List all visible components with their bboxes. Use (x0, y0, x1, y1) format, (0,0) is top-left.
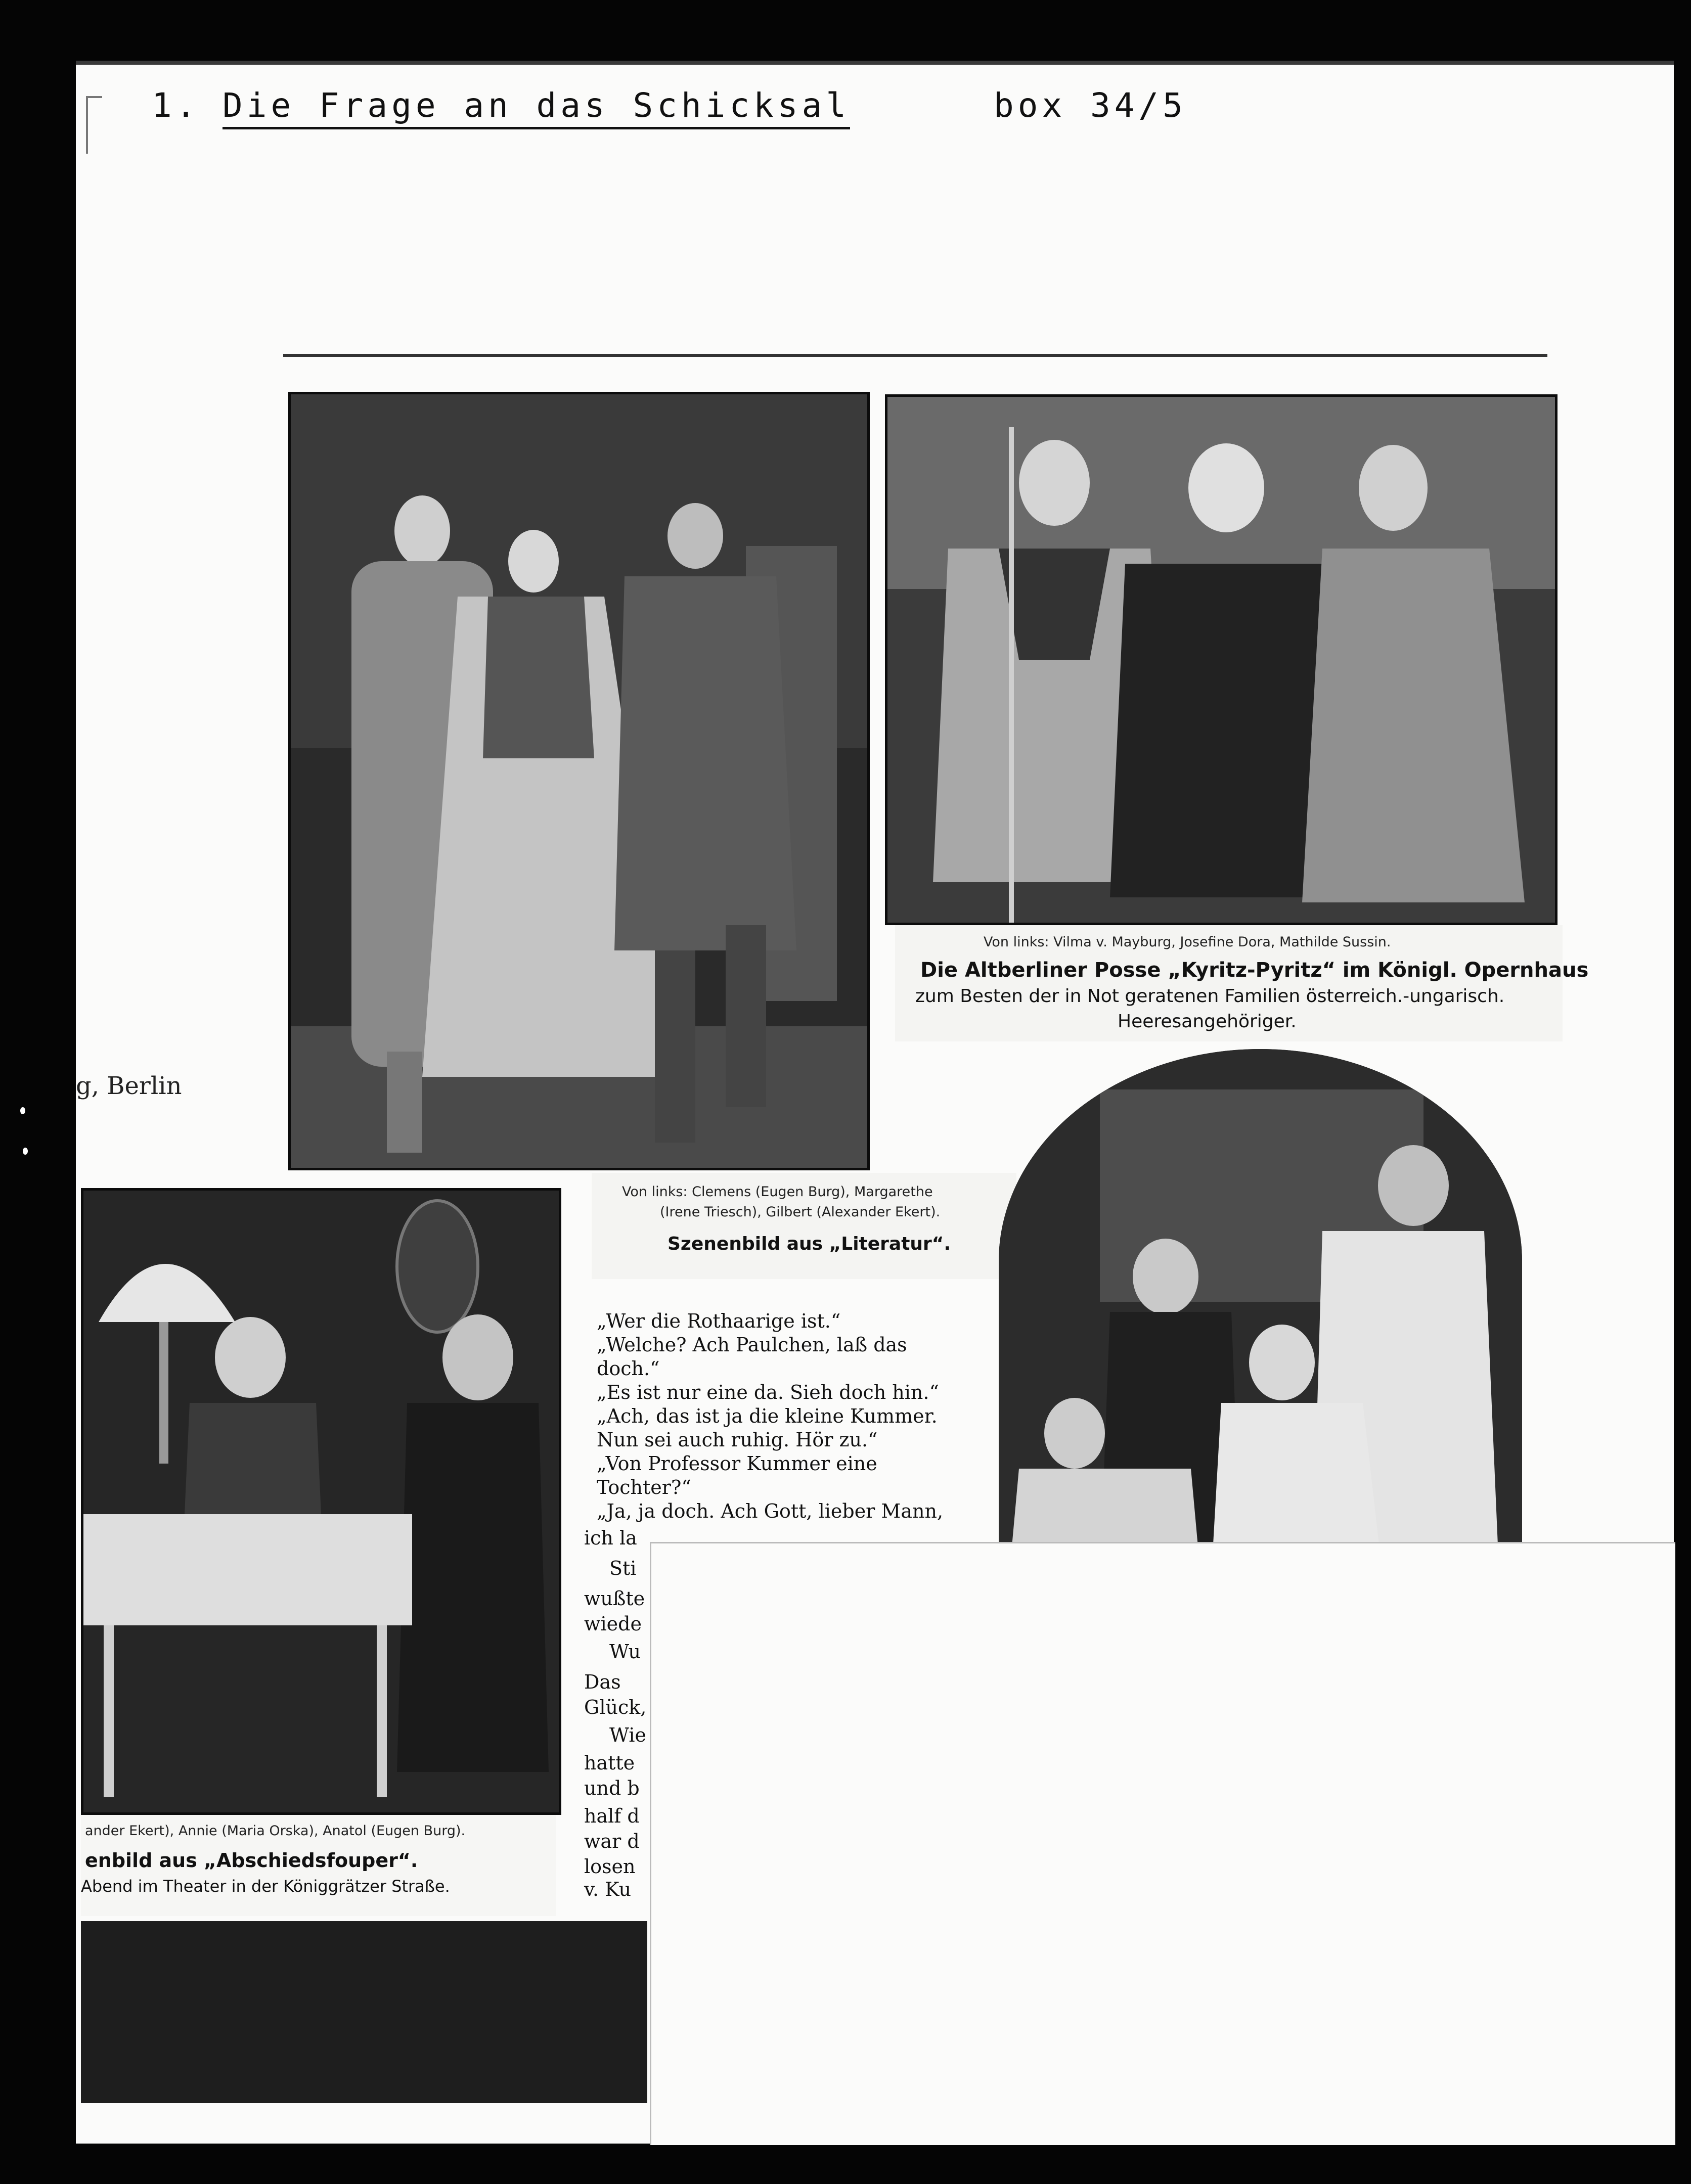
article-tail-line: ich la (584, 1527, 637, 1549)
article-tail-line: v. Ku (584, 1878, 632, 1900)
photo-abschiedssouper-image (83, 1191, 559, 1812)
article-line: Nun sei auch ruhig. Hör zu.“ (597, 1429, 878, 1451)
header-title: Die Frage an das Schicksal (223, 86, 850, 129)
article-text (597, 1309, 943, 1523)
photo-abschiedssouper (81, 1188, 561, 1815)
caption-kyritz-line3: Heeresangehöriger. (1118, 1011, 1297, 1032)
article-tail-line: Sti (609, 1557, 637, 1579)
article-line: „Welche? Ach Paulchen, laß das (597, 1334, 907, 1356)
article-tail-line: und b (584, 1777, 640, 1799)
photo-kyritz-pyritz-image (887, 397, 1555, 923)
caption-abschied-credits: ander Ekert), Annie (Maria Orska), Anatol (Eugen Burg). (85, 1823, 466, 1839)
article-line: Tochter?“ (597, 1476, 691, 1498)
caption-literatur-title: Szenenbild aus „Literatur“. (668, 1234, 951, 1254)
caption-kyritz-line2: zum Besten der in Not geratenen Familien österreich.-ungarisch. (915, 986, 1505, 1007)
clipping-top-rule (283, 354, 1547, 357)
caption-literatur-credits-2: (Irene Triesch), Gilbert (Alexander Ekert). (660, 1204, 941, 1220)
article-tail-line: Wie (609, 1724, 647, 1746)
fragment-berlin: g, Berlin (76, 1072, 182, 1100)
photo-literatur (288, 392, 870, 1170)
article-tail-line: war d (584, 1830, 640, 1852)
edge-dust-mark (20, 1107, 25, 1114)
article-tail-line: Das (584, 1671, 621, 1693)
sheet-top-edge (76, 61, 1674, 65)
edge-dust-mark (23, 1148, 28, 1155)
caption-abschied-line3: Abend im Theater in der Königgrätzer Straße. (81, 1877, 450, 1896)
caption-kyritz-pyritz (895, 925, 1589, 1041)
header-number: 1. (152, 86, 200, 125)
article-tail-line: Glück, (584, 1696, 647, 1718)
article-line: „Ach, das ist ja die kleine Kummer. (597, 1405, 938, 1427)
caption-kyritz-headline: Die Altberliner Posse „Kyritz-Pyritz“ im Königl. Opernhaus (920, 959, 1589, 982)
article-line: doch.“ (597, 1357, 660, 1380)
photo-kyritz-pyritz (885, 394, 1558, 925)
article-tail-line: hatte (584, 1752, 635, 1774)
caption-kyritz-credits: Von links: Vilma v. Mayburg, Josefine Dora, Mathilde Sussin. (984, 934, 1391, 950)
photo-oval-group-image (999, 1049, 1522, 1580)
article-line: „Ja, ja doch. Ach Gott, lieber Mann, (597, 1500, 944, 1522)
article-tail-line: half d (584, 1805, 640, 1827)
caption-literatur (592, 1173, 1016, 1279)
caption-literatur-credits: Von links: Clemens (Eugen Burg), Margarethe (622, 1184, 933, 1200)
article-tail-line: Wu (609, 1641, 641, 1663)
caption-abschied-title: enbild aus „Abschiedsfouper“. (85, 1849, 418, 1872)
article-line: „Es ist nur eine da. Sieh doch hin.“ (597, 1381, 939, 1403)
header-bracket (86, 96, 102, 154)
blank-overlay-sheet (650, 1542, 1675, 2145)
article-line: „Von Professor Kummer eine (597, 1452, 877, 1475)
article-tail-line: losen (584, 1855, 636, 1878)
photo-literatur-image (291, 394, 867, 1168)
photo-abschiedssouper-strip (81, 1921, 647, 2103)
photo-oval-group (999, 1049, 1522, 1580)
article-tail-line: wiede (584, 1613, 642, 1635)
header-box-label: box 34/5 (994, 86, 1187, 125)
article-tail-line: wußte (584, 1587, 645, 1610)
article-line: „Wer die Rothaarige ist.“ (597, 1310, 841, 1332)
caption-abschiedssouper (81, 1815, 556, 1916)
